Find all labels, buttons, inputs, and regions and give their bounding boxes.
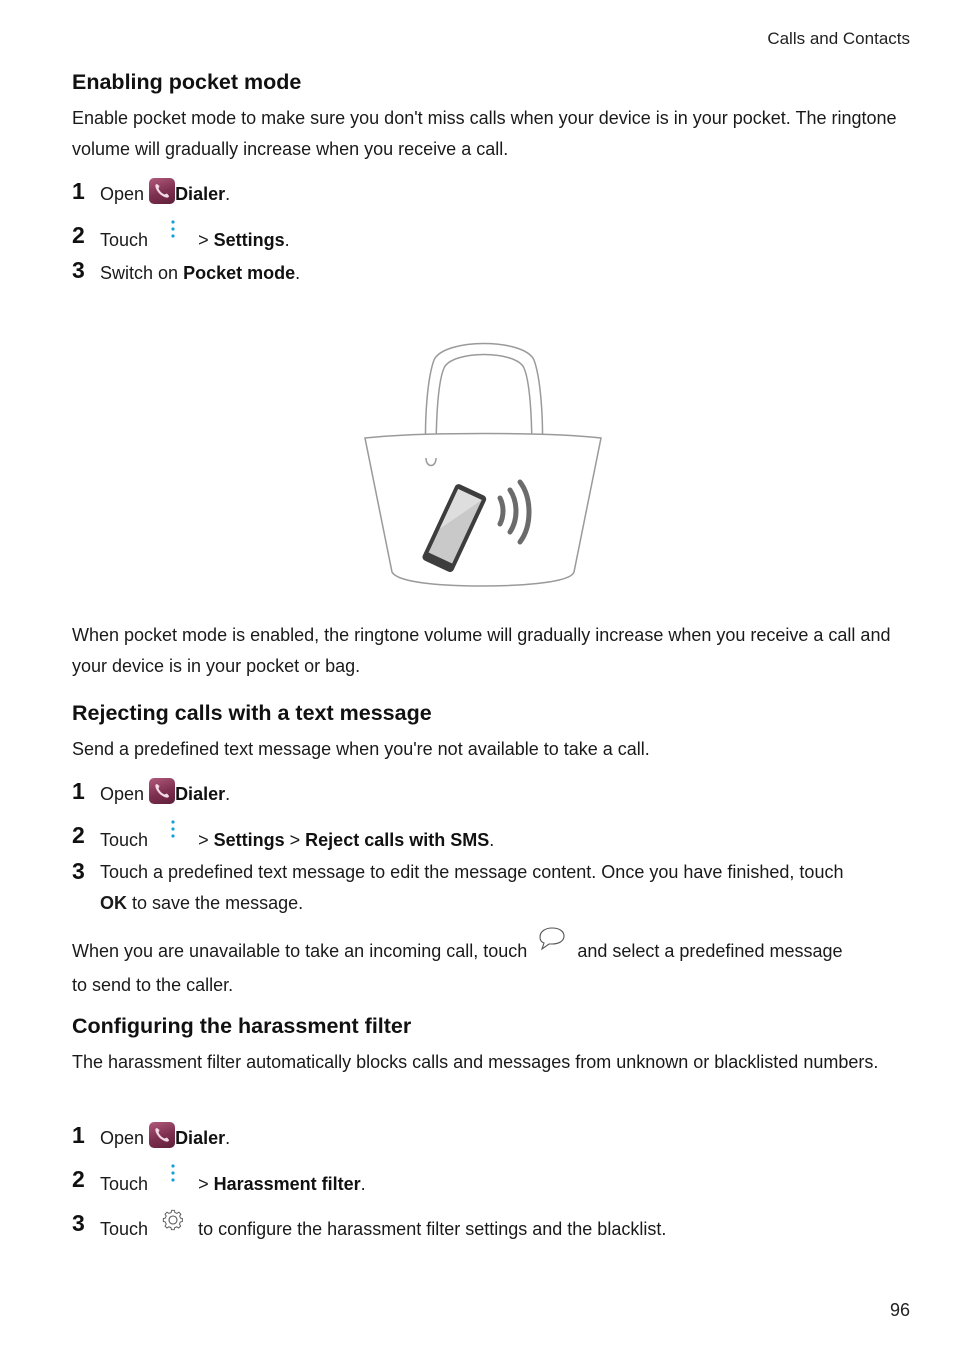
harass-intro: The harassment filter automatically blocks calls and messages from unknown or blacklisted numbers. — [72, 1052, 879, 1072]
step-number: 2 — [72, 822, 85, 848]
step-number: 2 — [72, 222, 85, 248]
step-text: Touch — [100, 1173, 149, 1194]
step-number: 3 — [72, 257, 85, 283]
more-vertical-icon — [153, 818, 193, 848]
step-number: 3 — [72, 858, 85, 884]
dialer-app-icon — [149, 1122, 175, 1148]
menu-path: Settings — [213, 229, 285, 250]
gear-icon — [153, 1208, 193, 1240]
menu-path: Reject calls with SMS — [305, 829, 490, 850]
heading-pocket-mode: Enabling pocket mode — [72, 70, 302, 94]
step-number: 1 — [72, 1122, 85, 1148]
step-number: 1 — [72, 178, 85, 204]
step-text: Open — [100, 184, 145, 204]
reject-note — [72, 934, 902, 1001]
step-text: Touch a predefined text message to edit the message content. Once you have finished, touch — [100, 862, 844, 882]
bag-with-ringing-phone-icon — [360, 336, 610, 590]
step-text: Touch — [100, 1218, 149, 1239]
pocket-after: When pocket mode is enabled, the ringtone volume will gradually increase when you receive a call and your device is in your pocket or bag. — [72, 625, 891, 676]
setting-name: Pocket mode — [183, 263, 296, 283]
menu-path: Harassment filter — [213, 1173, 361, 1194]
step-text: to configure the harassment filter settings and the blacklist. — [198, 1218, 667, 1239]
app-name: Dialer — [175, 784, 226, 804]
step-number: 1 — [72, 778, 85, 804]
dialer-app-icon — [149, 178, 175, 204]
app-name: Dialer — [175, 1128, 226, 1148]
heading-harassment-filter: Configuring the harassment filter — [72, 1014, 412, 1038]
reject-intro: Send a predefined text message when you're not available to take a call. — [72, 739, 650, 759]
speech-bubble-icon — [532, 926, 572, 962]
more-vertical-icon — [153, 1162, 193, 1192]
step-text: Touch — [100, 829, 149, 850]
step-text: Open — [100, 784, 145, 804]
step-text: Switch on — [100, 263, 179, 283]
step-number: 2 — [72, 1166, 85, 1192]
pocket-intro: Enable pocket mode to make sure you don't miss calls when your device is in your pocket. The ringtone volume will gradually increase when you receive a call. — [72, 108, 897, 159]
step-text: to save the message. — [132, 893, 304, 913]
step-number: 3 — [72, 1210, 85, 1236]
app-name: Dialer — [175, 184, 226, 204]
running-header: Calls and Contacts — [767, 29, 910, 48]
note-text: and select a predefined message — [577, 940, 843, 961]
menu-path: Settings — [213, 829, 285, 850]
step-text: Open — [100, 1128, 145, 1148]
dialer-app-icon — [149, 778, 175, 804]
step-text: Touch — [100, 229, 149, 250]
note-text: to send to the caller. — [72, 975, 234, 995]
button-name: OK — [100, 893, 127, 913]
more-vertical-icon — [153, 218, 193, 248]
page-number: 96 — [889, 1300, 910, 1320]
heading-reject-calls: Rejecting calls with a text message — [72, 701, 432, 725]
note-text: When you are unavailable to take an incoming call, touch — [72, 940, 528, 961]
